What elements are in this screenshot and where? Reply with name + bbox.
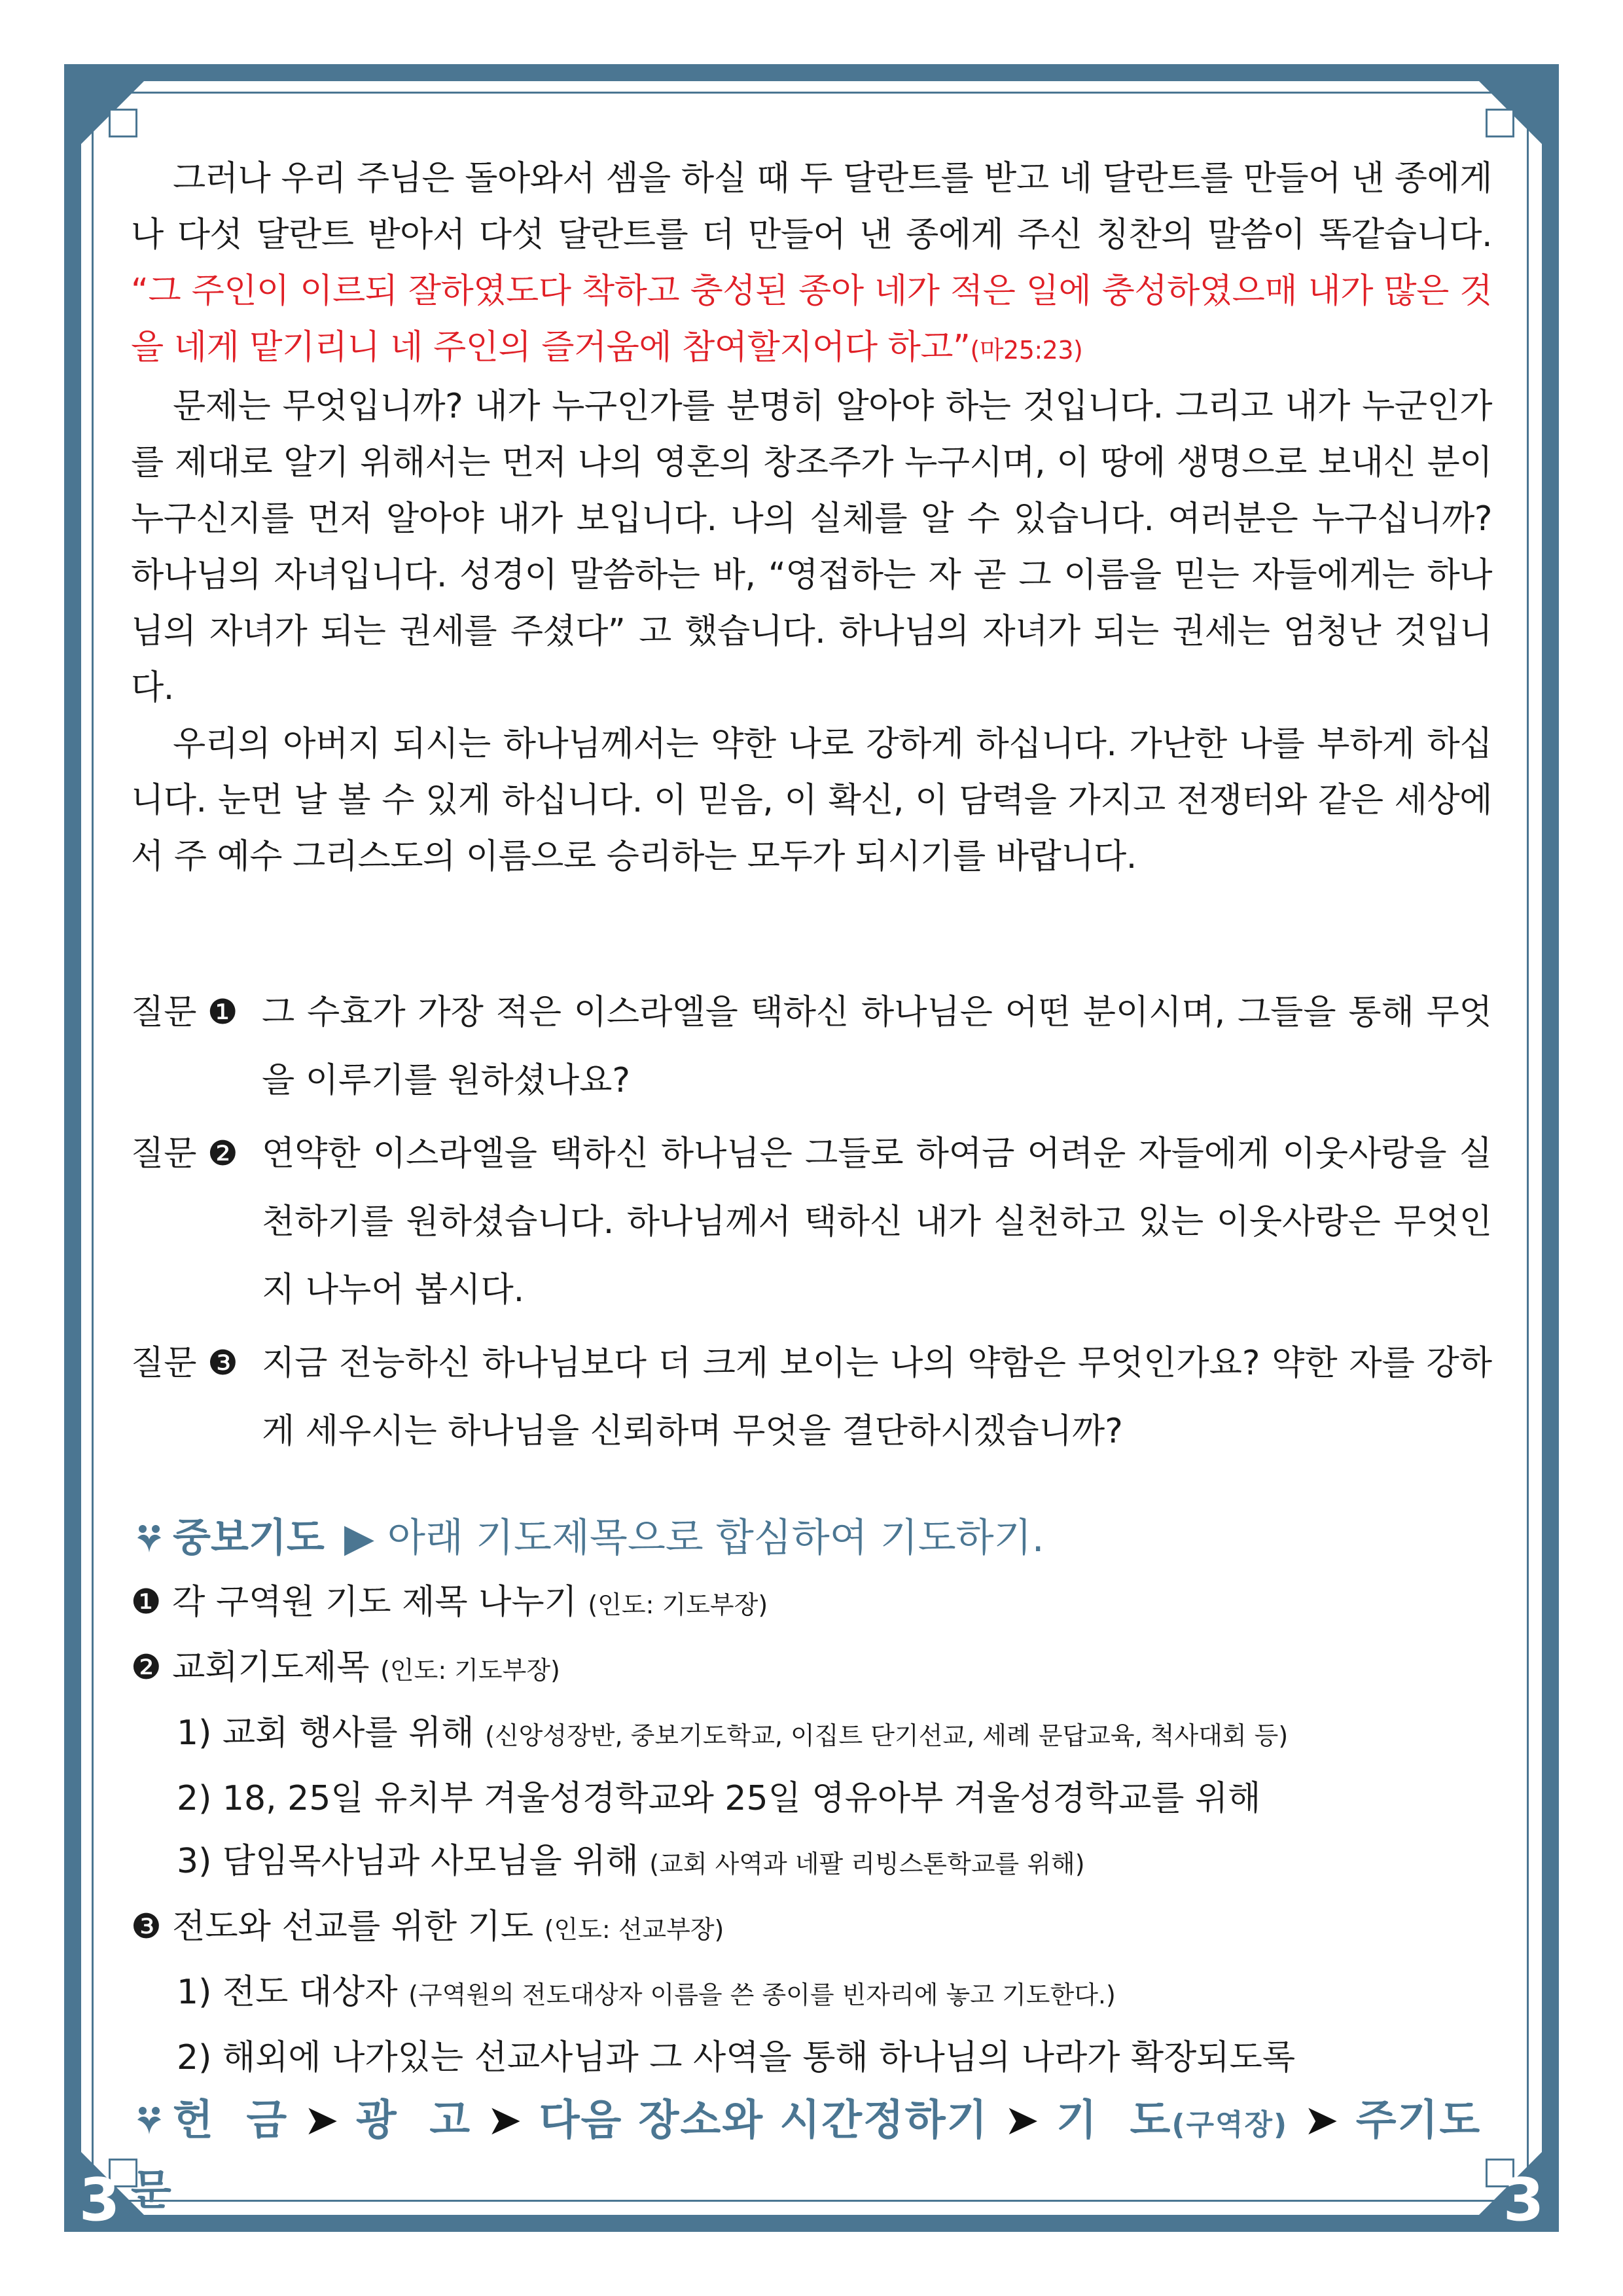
arrow-right-icon: ➤ [304, 2096, 340, 2145]
arrow-right-icon: ➤ [487, 2096, 524, 2145]
frame-knot-top-left [109, 109, 137, 137]
order-step-prayer-note: (구역장) [1171, 2108, 1289, 2142]
prayer-subitem [131, 2026, 1492, 2089]
prayer-item-title: ❶ 각 구역원 기도 제목 나누기 [131, 1583, 577, 1622]
arrow-right-icon: ➤ [1304, 2096, 1340, 2145]
prayer-header [131, 1505, 1492, 1571]
prayer-item-note: (인도: 기도부장) [380, 1656, 560, 1685]
meeting-order [131, 2088, 1492, 2223]
order-step-lords-prayer: 주기도문 [131, 2096, 1482, 2215]
prayer-subitem-note: (신앙성장반, 중보기도학교, 이집트 단기선교, 세례 문답교육, 척사대회 등) [485, 1721, 1289, 1750]
prayer-item-3 [131, 1895, 1492, 1961]
question-text: 연약한 이스라엘을 택하신 하나님은 그들로 하여금 어려운 자들에게 이웃사랑을 실천하기를 원하셨습니다. 하나님께서 택하신 내가 실천하고 있는 이웃사랑은 무엇인지 나누어 봅시다. [262, 1134, 1492, 1310]
paragraph-text: 그러나 우리 주님은 돌아와서 셈을 하실 때 두 달란트를 받고 네 달란트를 만들어 낸 종에게나 다섯 달란트 받아서 다섯 달란트를 더 만들어 낸 종에게 주신 칭찬의 말씀이 똑같습니다. [131, 159, 1492, 255]
sermon-paragraph-2: 문제는 무엇입니까? 내가 누구인가를 분명히 알아야 하는 것입니다. 그리고 내가 누군인가를 제대로 알기 위해서는 먼저 나의 영혼의 창조주가 누구시며, 이 땅에 생명으로 보내신 분이 누구신지를 먼저 알아야 내가 보입니다. 나의 실체를 알 수 있습니다. 여러분은 누구십니까? 하나님의 자녀입니다. 성경이 말씀하는 바, “영접하는 자 곧 그 이름을 믿는 자들에게는 하나님의 자녀가 되는 권세를 주셨다” 고 했습니다. 하나님의 자녀가 되는 권세는 엄청난 것입니다. [131, 387, 1492, 708]
question-2 [131, 1120, 1492, 1324]
prayer-subitem-title: 2) 해외에 나가있는 선교사님과 그 사역을 통해 하나님의 나라가 확장되도록 [177, 2038, 1296, 2077]
leaf-icon [131, 1520, 168, 1556]
prayer-item-2 [131, 1636, 1492, 1702]
prayer-subitem [131, 1830, 1492, 1895]
prayer-item-note: (인도: 기도부장) [588, 1590, 768, 1619]
intercessory-prayer-section [131, 1505, 1492, 2089]
frame-knot-top-right [1486, 109, 1514, 137]
order-step-offering: 헌 금 [173, 2096, 289, 2145]
prayer-title: 중보기도 [173, 1515, 325, 1561]
prayer-subitem-note: (구역원의 전도대상자 이름을 쓴 종이를 빈자리에 놓고 기도한다.) [408, 1981, 1116, 2009]
order-step-next-meeting: 다음 장소와 시간정하기 [539, 2096, 989, 2145]
scripture-reference: (마25:23) [970, 336, 1083, 365]
scripture-quote: “그 주인이 이르되 잘하였도다 착하고 충성된 종아 네가 적은 일에 충성하였으매 내가 많은 것을 네게 맡기리니 네 주인의 즐거움에 참여할지어다 하고” [131, 272, 1492, 367]
prayer-item-1 [131, 1571, 1492, 1636]
prayer-item-note: (인도: 선교부장) [544, 1915, 724, 1944]
sermon-paragraph-3: 우리의 아버지 되시는 하나님께서는 약한 나로 강하게 하십니다. 가난한 나를 부하게 하십니다. 눈먼 날 볼 수 있게 하십니다. 이 믿음, 이 확신, 이 담력을 가지고 전쟁터와 같은 세상에서 주 예수 그리스도의 이름으로 승리하는 모두가 되시기를 바랍니다. [131, 725, 1492, 876]
play-arrow-icon: ▶ [344, 1515, 374, 1561]
sermon-body [131, 151, 1492, 885]
prayer-subitem [131, 1702, 1492, 1767]
prayer-item-title: ❸ 전도와 선교를 위한 기도 [131, 1907, 534, 1946]
leaf-icon [131, 2102, 168, 2138]
question-label: 질문 ❶ [131, 993, 238, 1032]
order-step-prayer: 기 도 [1056, 2096, 1172, 2145]
question-label: 질문 ❷ [131, 1134, 238, 1174]
question-label: 질문 ❸ [131, 1344, 238, 1383]
question-1 [131, 978, 1492, 1115]
prayer-subitem-title: 2) 18, 25일 유치부 겨울성경학교와 25일 영유아부 겨울성경학교를 위해 [177, 1779, 1261, 1818]
question-text: 그 수효가 가장 적은 이스라엘을 택하신 하나님은 어떤 분이시며, 그들을 통해 무엇을 이루기를 원하셨나요? [262, 993, 1492, 1100]
sermon-paragraph-1 [131, 151, 1492, 378]
discussion-questions [131, 978, 1492, 1471]
question-text: 지금 전능하신 하나님보다 더 크게 보이는 나의 약함은 무엇인가요? 약한 자를 강하게 세우시는 하나님을 신뢰하며 무엇을 결단하시겠습니까? [262, 1344, 1492, 1451]
page-number-right: 3 [1503, 2166, 1544, 2234]
prayer-subitem-title: 1) 전도 대상자 [177, 1973, 398, 2012]
question-3 [131, 1329, 1492, 1465]
prayer-instruction: 아래 기도제목으로 합심하여 기도하기. [387, 1515, 1044, 1561]
prayer-subitem [131, 1961, 1492, 2026]
prayer-subitem-title: 1) 교회 행사를 위해 [177, 1713, 474, 1753]
prayer-item-title: ❷ 교회기도제목 [131, 1648, 370, 1687]
prayer-subitem [131, 1767, 1492, 1830]
arrow-right-icon: ➤ [1004, 2096, 1041, 2145]
order-step-announcements: 광 고 [355, 2096, 472, 2145]
page-number-left: 3 [79, 2166, 120, 2234]
prayer-subitem-title: 3) 담임목사님과 사모님을 위해 [177, 1842, 639, 1881]
prayer-subitem-note: (교회 사역과 네팔 리빙스톤학교를 위해) [649, 1850, 1085, 1878]
